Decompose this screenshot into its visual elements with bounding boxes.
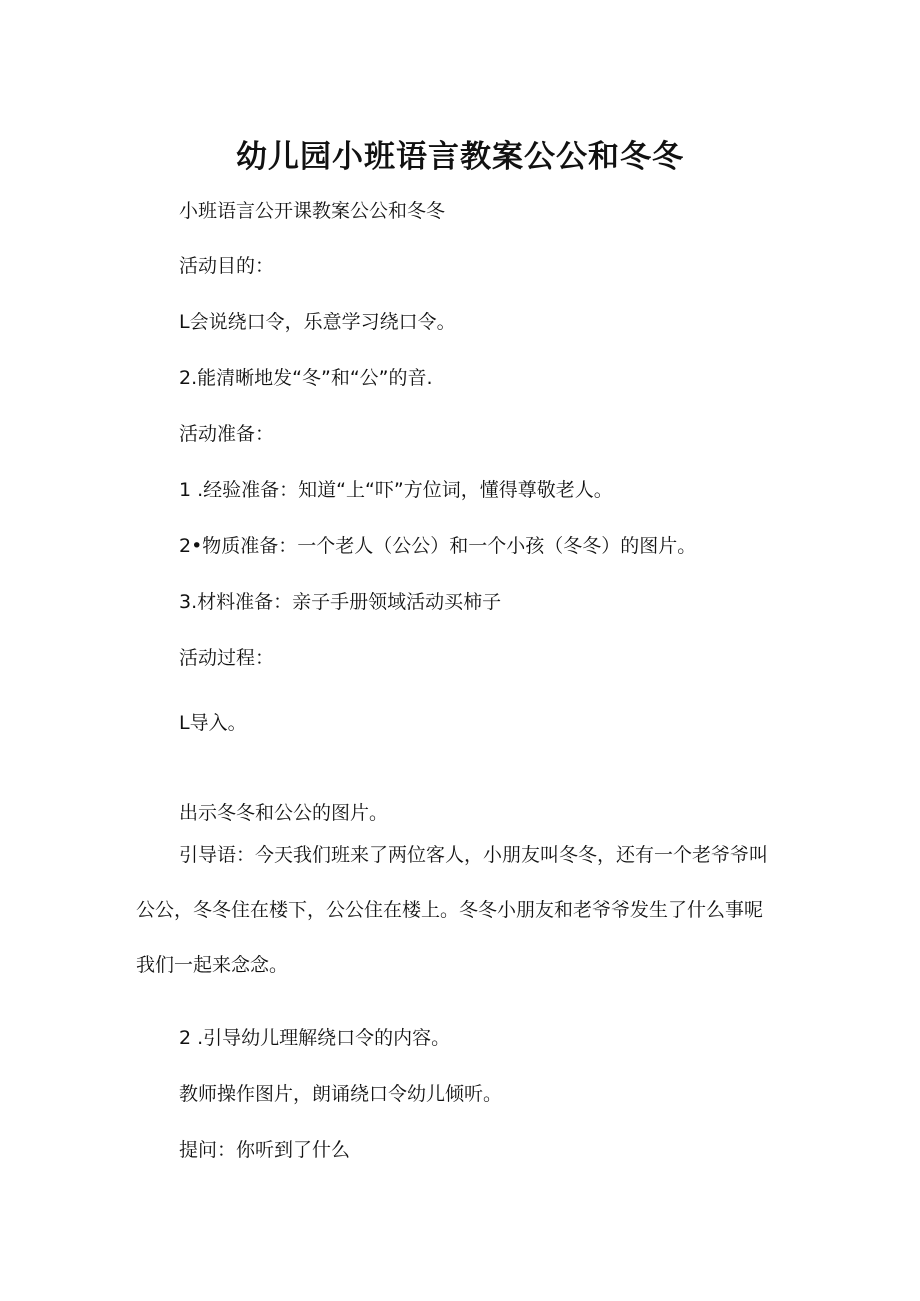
process-step-2-detail: 教师操作图片，朗诵绕口令幼儿倾听。 [179,1083,503,1105]
process-step-2: 2 .引导幼儿理解绕口令的内容。 [179,1027,451,1049]
guide-paragraph: 引导语：今天我们班来了两位客人，小朋友叫冬冬，还有一个老爷爷叫公公，冬冬住在楼下，公公住在楼上。冬冬小朋友和老爷爷发生了什么事呢我们一起来念念。 [136,844,769,976]
preparation-item-3: 3.材料准备：亲子手册领域活动买柿子 [179,591,502,613]
document-title: 幼儿园小班语言教案公公和冬冬 [236,138,684,175]
preparation-item-1: 1 .经验准备：知道“上“吓”方位词，懂得尊敬老人。 [179,479,613,501]
process-step-1-detail: 出示冬冬和公公的图片。 [179,802,389,824]
section-heading-preparation: 活动准备： [179,423,275,445]
section-heading-objectives: 活动目的： [179,255,275,277]
process-step-1: L导入。 [179,712,247,734]
objective-item-2: 2.能清晰地发“冬”和“公”的音. [179,367,433,389]
subtitle-line: 小班语言公开课教案公公和冬冬 [179,200,446,222]
question-line: 提问：你听到了什么 [179,1139,351,1161]
section-heading-process: 活动过程： [179,647,275,669]
objective-item-1: L会说绕口令，乐意学习绕口令。 [179,311,456,333]
preparation-item-2: 2•物质准备：一个老人（公公）和一个小孩（冬冬）的图片。 [179,535,697,557]
